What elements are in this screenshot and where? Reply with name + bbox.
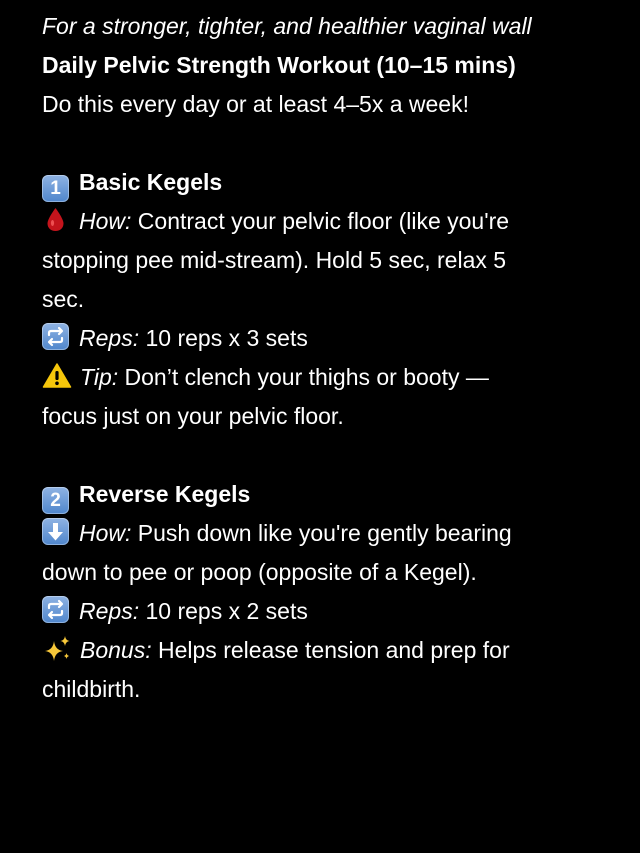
exercise-2-heading	[42, 475, 622, 514]
number-2-badge-icon: 2	[42, 487, 69, 514]
reps-label: Reps:	[79, 325, 140, 351]
exercise-2-bonus-continued: childbirth.	[42, 676, 141, 702]
exercise-2-how-continued: down to pee or poop (opposite of a Kegel).	[42, 559, 477, 585]
exercise-1-reps	[42, 319, 622, 358]
number-1-badge-icon: 1	[42, 175, 69, 202]
reps-label: Reps:	[79, 598, 140, 624]
exercise-1-tip-continued: focus just on your pelvic floor.	[42, 403, 344, 429]
drop-of-blood-icon	[42, 206, 69, 233]
workout-title: Daily Pelvic Strength Workout (10–15 mins)	[42, 52, 516, 78]
how-text: Contract your pelvic floor (like you're	[131, 208, 510, 234]
workout-note	[42, 7, 622, 709]
bonus-label: Bonus:	[80, 637, 152, 663]
repeat-arrows-icon	[42, 596, 69, 623]
how-text: Push down like you're gently bearing	[131, 520, 512, 546]
frequency-text: Do this every day or at least 4–5x a week!	[42, 91, 469, 117]
reps-text: 10 reps x 3 sets	[139, 325, 308, 351]
exercise-1-name: Basic Kegels	[79, 169, 223, 195]
exercise-1-how-continued: stopping pee mid-stream). Hold 5 sec, relax 5	[42, 247, 507, 273]
bonus-text: Helps release tension and prep for	[151, 637, 510, 663]
tip-text: Don’t clench your thighs or booty —	[118, 364, 489, 390]
exercise-1-how	[42, 202, 622, 241]
how-label: How:	[79, 520, 132, 546]
reps-text: 10 reps x 2 sets	[139, 598, 308, 624]
tip-label: Tip:	[80, 364, 119, 390]
warning-icon	[42, 362, 72, 389]
exercise-2-reps	[42, 592, 622, 631]
repeat-arrows-icon	[42, 323, 69, 350]
exercise-2-name: Reverse Kegels	[79, 481, 251, 507]
exercise-1-how-continued-2: sec.	[42, 286, 85, 312]
exercise-2-how	[42, 514, 622, 553]
down-arrow-icon	[42, 518, 69, 545]
exercise-1-heading	[42, 163, 622, 202]
exercise-1-tip	[42, 358, 622, 397]
spacer	[42, 124, 622, 163]
subtitle: For a stronger, tighter, and healthier vaginal wall	[42, 13, 532, 39]
sparkles-icon	[42, 635, 72, 663]
spacer	[42, 436, 622, 475]
how-label: How:	[79, 208, 132, 234]
exercise-2-bonus	[42, 631, 622, 670]
